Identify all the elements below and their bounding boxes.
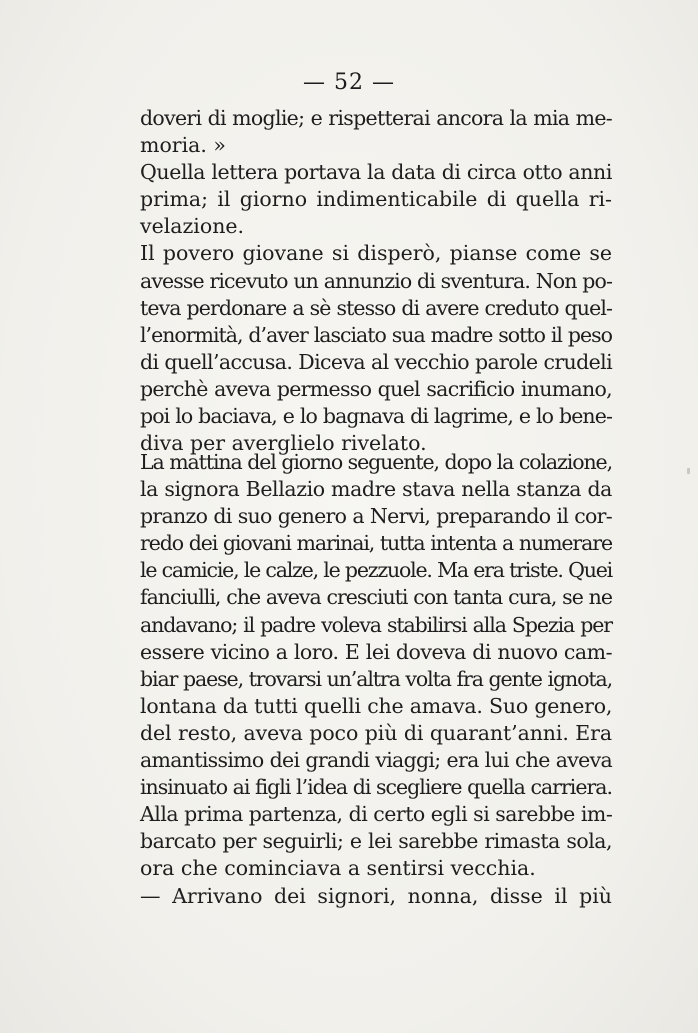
text-line: l’enormità, d’aver lasciato sua madre sotto il peso (140, 322, 612, 347)
text-line: Il povero giovane si disperò, pianse come se (140, 241, 612, 266)
text-line: moria. » (140, 133, 226, 158)
text-line: pranzo di suo genero a Nervi, preparando il cor- (140, 504, 612, 529)
text-line: insinuato ai figli l’idea di scegliere quella carriera. (140, 775, 612, 800)
text-section-2 (140, 449, 612, 910)
paper-mark (687, 468, 690, 474)
text-line: doveri di moglie; e rispetterai ancora la mia me- (140, 106, 612, 130)
text-section-1 (140, 105, 612, 457)
text-line: barcato per seguirli; e lei sarebbe rimasta sola, (140, 829, 612, 854)
text-line: Quella lettera portava la data di circa otto anni (140, 160, 612, 185)
text-line: diva per averglielo rivelato. (140, 431, 427, 456)
text-line: poi lo baciava, e lo bagnava di lagrime, e lo bene- (140, 404, 612, 429)
text-line: fanciulli, che aveva cresciuti con tanta cura, se ne (140, 585, 612, 610)
text-line: biar paese, trovarsi un’altra volta fra gente ignota, (140, 666, 612, 691)
text-line: lontana da tutti quelli che amava. Suo genero, (140, 693, 613, 718)
text-line: le camicie, le calze, le pezzuole. Ma era triste. Quei (140, 558, 612, 583)
text-line: velazione. (140, 214, 245, 239)
text-line: prima; il giorno indimenticabile di quella ri- (140, 187, 612, 212)
text-line: amantissimo dei grandi viaggi; era lui che aveva (140, 748, 612, 773)
text-line: La mattina del giorno seguente, dopo la colazione, (140, 450, 612, 474)
text-line: perchè aveva permesso quel sacrificio inumano, (140, 376, 612, 401)
text-line: redo dei giovani marinai, tutta intenta a numerare (140, 531, 612, 556)
text-line: — Arrivano dei signori, nonna, disse il più (140, 883, 612, 908)
text-line: del resto, aveva poco più di quarant’anni. Era (140, 720, 612, 745)
text-line: la signora Bellazio madre stava nella stanza da (140, 477, 612, 502)
text-line: essere vicino a loro. E lei doveva di nuovo cam- (140, 639, 612, 664)
text-line: Alla prima partenza, di certo egli si sarebbe im- (140, 802, 613, 827)
text-line: avesse ricevuto un annunzio di sventura. Non po- (140, 268, 612, 293)
text-line: di quell’accusa. Diceva al vecchio parole crudeli (140, 349, 613, 374)
text-line: teva perdonare a sè stesso di avere creduto quel- (140, 295, 612, 320)
page-number: — 52 — (303, 70, 395, 95)
text-line: andavano; il padre voleva stabilirsi alla Spezia per (140, 612, 612, 637)
text-line: ora che cominciava a sentirsi vecchia. (140, 856, 536, 881)
